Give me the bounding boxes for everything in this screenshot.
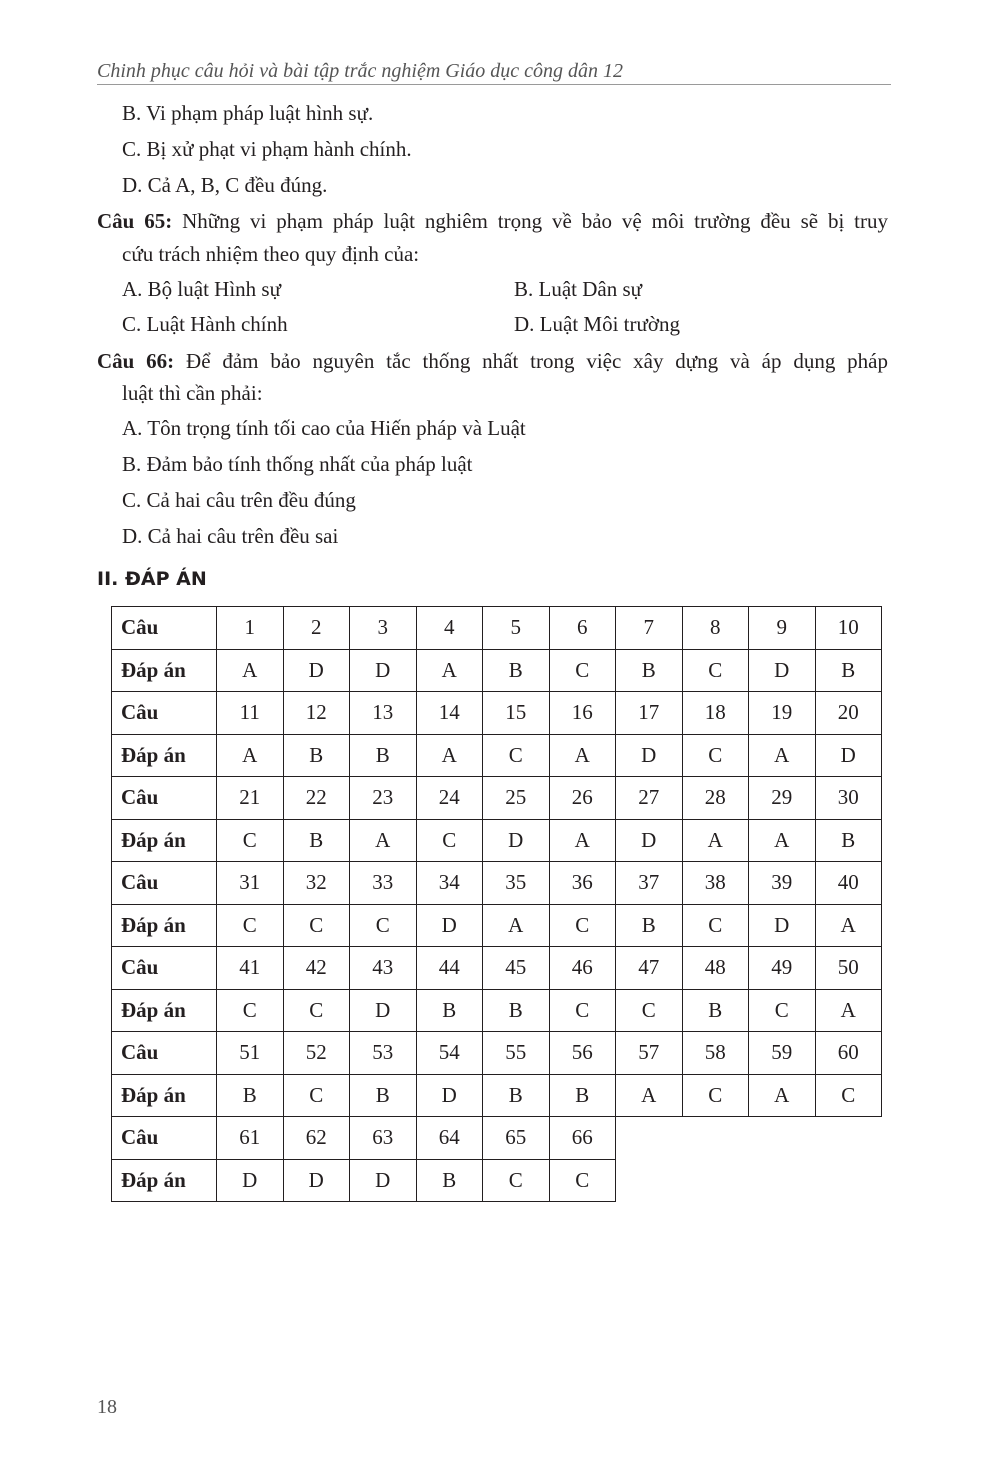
row-label: Đáp án bbox=[112, 1074, 217, 1117]
answer-row bbox=[112, 734, 882, 777]
empty-cell bbox=[616, 1159, 683, 1202]
question-row bbox=[112, 862, 882, 905]
question-number-cell: 56 bbox=[549, 1032, 616, 1075]
answer-cell: A bbox=[416, 734, 483, 777]
header-rule bbox=[97, 84, 891, 85]
question-number-cell: 44 bbox=[416, 947, 483, 990]
answer-cell: C bbox=[350, 904, 417, 947]
question-row bbox=[112, 777, 882, 820]
question-row bbox=[112, 1117, 882, 1160]
question-number-cell: 6 bbox=[549, 607, 616, 650]
answer-cell: D bbox=[350, 989, 417, 1032]
question-number-cell: 16 bbox=[549, 692, 616, 735]
question-number-cell: 31 bbox=[217, 862, 284, 905]
empty-cell bbox=[749, 1117, 816, 1160]
answer-cell: A bbox=[749, 1074, 816, 1117]
row-label: Đáp án bbox=[112, 904, 217, 947]
answer-cell: B bbox=[549, 1074, 616, 1117]
question-number-cell: 15 bbox=[483, 692, 550, 735]
answer-cell: D bbox=[350, 1159, 417, 1202]
question-number-cell: 52 bbox=[283, 1032, 350, 1075]
question-number-cell: 53 bbox=[350, 1032, 417, 1075]
answer-cell: C bbox=[283, 904, 350, 947]
answer-cell: B bbox=[350, 1074, 417, 1117]
answer-cell: A bbox=[749, 734, 816, 777]
row-label: Đáp án bbox=[112, 1159, 217, 1202]
answer-cell: D bbox=[283, 649, 350, 692]
answer-cell: B bbox=[815, 649, 882, 692]
answer-cell: D bbox=[350, 649, 417, 692]
prev-option-d: D. Cả A, B, C đều đúng. bbox=[122, 173, 328, 197]
running-header: Chinh phục câu hỏi và bài tập trắc nghiệm Giáo dục công dân 12 bbox=[97, 60, 624, 82]
question-row bbox=[112, 607, 882, 650]
answer-cell: B bbox=[616, 649, 683, 692]
question-number-cell: 32 bbox=[283, 862, 350, 905]
question-number-cell: 19 bbox=[749, 692, 816, 735]
question-number-cell: 41 bbox=[217, 947, 284, 990]
answer-cell: C bbox=[549, 904, 616, 947]
question-number-cell: 8 bbox=[682, 607, 749, 650]
question-number-cell: 34 bbox=[416, 862, 483, 905]
question-number-cell: 30 bbox=[815, 777, 882, 820]
row-label: Câu bbox=[112, 692, 217, 735]
answer-cell: C bbox=[549, 649, 616, 692]
answer-row bbox=[112, 1074, 882, 1117]
row-label: Câu bbox=[112, 947, 217, 990]
answer-cell: C bbox=[549, 1159, 616, 1202]
question-number-cell: 47 bbox=[616, 947, 683, 990]
question-number-cell: 3 bbox=[350, 607, 417, 650]
question-65-stem bbox=[97, 208, 888, 234]
question-number-cell: 48 bbox=[682, 947, 749, 990]
answer-cell: C bbox=[682, 1074, 749, 1117]
row-label: Đáp án bbox=[112, 734, 217, 777]
answer-cell: D bbox=[416, 904, 483, 947]
empty-cell bbox=[616, 1117, 683, 1160]
question-number-cell: 22 bbox=[283, 777, 350, 820]
row-label: Câu bbox=[112, 862, 217, 905]
answer-row bbox=[112, 1159, 882, 1202]
question-65-option-c: C. Luật Hành chính bbox=[122, 312, 288, 336]
answer-cell: A bbox=[616, 1074, 683, 1117]
answer-cell: A bbox=[749, 819, 816, 862]
answer-cell: A bbox=[483, 904, 550, 947]
question-number-cell: 26 bbox=[549, 777, 616, 820]
question-number-cell: 21 bbox=[217, 777, 284, 820]
question-65-option-b: B. Luật Dân sự bbox=[514, 277, 643, 301]
answer-cell: C bbox=[283, 989, 350, 1032]
answer-cell: B bbox=[483, 989, 550, 1032]
answer-cell: C bbox=[749, 989, 816, 1032]
row-label: Câu bbox=[112, 777, 217, 820]
answer-cell: C bbox=[616, 989, 683, 1032]
question-66-option-a: A. Tôn trọng tính tối cao của Hiến pháp và Luật bbox=[122, 416, 526, 440]
question-number-cell: 36 bbox=[549, 862, 616, 905]
question-number-cell: 64 bbox=[416, 1117, 483, 1160]
question-66-stem bbox=[97, 348, 888, 374]
answer-cell: B bbox=[416, 1159, 483, 1202]
question-number-cell: 42 bbox=[283, 947, 350, 990]
question-number-cell: 25 bbox=[483, 777, 550, 820]
question-number-cell: 28 bbox=[682, 777, 749, 820]
question-number-cell: 7 bbox=[616, 607, 683, 650]
question-66-label: Câu 66: bbox=[97, 349, 175, 373]
answer-cell: D bbox=[217, 1159, 284, 1202]
answer-cell: D bbox=[616, 819, 683, 862]
question-row bbox=[112, 947, 882, 990]
question-65-text: Những vi phạm pháp luật nghiêm trọng về bảo vệ môi trường đều sẽ bị truy bbox=[172, 209, 888, 233]
question-66-text: Để đảm bảo nguyên tắc thống nhất trong việc xây dựng và áp dụng pháp bbox=[174, 349, 889, 373]
question-number-cell: 43 bbox=[350, 947, 417, 990]
question-number-cell: 55 bbox=[483, 1032, 550, 1075]
question-66-option-d: D. Cả hai câu trên đều sai bbox=[122, 524, 339, 548]
empty-cell bbox=[815, 1117, 882, 1160]
answer-cell: A bbox=[549, 734, 616, 777]
answer-cell: B bbox=[616, 904, 683, 947]
answer-cell: B bbox=[483, 649, 550, 692]
question-65-label: Câu 65: bbox=[97, 209, 173, 233]
row-label: Câu bbox=[112, 1032, 217, 1075]
answer-cell: D bbox=[749, 904, 816, 947]
empty-cell bbox=[815, 1159, 882, 1202]
row-label: Đáp án bbox=[112, 649, 217, 692]
answer-cell: B bbox=[416, 989, 483, 1032]
question-number-cell: 27 bbox=[616, 777, 683, 820]
answer-cell: D bbox=[616, 734, 683, 777]
answer-cell: B bbox=[217, 1074, 284, 1117]
question-number-cell: 33 bbox=[350, 862, 417, 905]
answer-cell: A bbox=[217, 734, 284, 777]
question-number-cell: 35 bbox=[483, 862, 550, 905]
question-number-cell: 57 bbox=[616, 1032, 683, 1075]
answer-cell: A bbox=[815, 904, 882, 947]
question-number-cell: 2 bbox=[283, 607, 350, 650]
question-row bbox=[112, 692, 882, 735]
empty-cell bbox=[682, 1159, 749, 1202]
question-number-cell: 59 bbox=[749, 1032, 816, 1075]
question-number-cell: 10 bbox=[815, 607, 882, 650]
question-number-cell: 62 bbox=[283, 1117, 350, 1160]
answer-row bbox=[112, 904, 882, 947]
answer-cell: B bbox=[350, 734, 417, 777]
prev-option-c: C. Bị xử phạt vi phạm hành chính. bbox=[122, 137, 412, 161]
question-number-cell: 40 bbox=[815, 862, 882, 905]
question-66-option-b: B. Đảm bảo tính thống nhất của pháp luật bbox=[122, 452, 473, 476]
answer-row bbox=[112, 649, 882, 692]
question-number-cell: 39 bbox=[749, 862, 816, 905]
question-number-cell: 37 bbox=[616, 862, 683, 905]
answer-cell: C bbox=[682, 904, 749, 947]
answer-cell: D bbox=[815, 734, 882, 777]
row-label: Đáp án bbox=[112, 989, 217, 1032]
question-66-option-c: C. Cả hai câu trên đều đúng bbox=[122, 488, 356, 512]
prev-option-b: B. Vi phạm pháp luật hình sự. bbox=[122, 101, 374, 125]
question-65-option-a: A. Bộ luật Hình sự bbox=[122, 277, 281, 301]
answer-cell: A bbox=[350, 819, 417, 862]
question-number-cell: 20 bbox=[815, 692, 882, 735]
answer-cell: A bbox=[217, 649, 284, 692]
question-number-cell: 46 bbox=[549, 947, 616, 990]
question-number-cell: 51 bbox=[217, 1032, 284, 1075]
answer-cell: C bbox=[682, 649, 749, 692]
answer-cell: D bbox=[416, 1074, 483, 1117]
answer-cell: B bbox=[483, 1074, 550, 1117]
answer-cell: A bbox=[549, 819, 616, 862]
question-number-cell: 9 bbox=[749, 607, 816, 650]
answer-cell: B bbox=[815, 819, 882, 862]
answer-cell: C bbox=[483, 734, 550, 777]
question-number-cell: 29 bbox=[749, 777, 816, 820]
page-number: 18 bbox=[97, 1396, 117, 1418]
question-number-cell: 1 bbox=[217, 607, 284, 650]
answer-row bbox=[112, 989, 882, 1032]
question-number-cell: 58 bbox=[682, 1032, 749, 1075]
answer-table bbox=[111, 606, 882, 1202]
answer-cell: C bbox=[549, 989, 616, 1032]
answer-cell: C bbox=[217, 904, 284, 947]
answer-cell: C bbox=[416, 819, 483, 862]
answer-cell: C bbox=[283, 1074, 350, 1117]
question-number-cell: 54 bbox=[416, 1032, 483, 1075]
question-number-cell: 50 bbox=[815, 947, 882, 990]
question-number-cell: 4 bbox=[416, 607, 483, 650]
question-65-option-d: D. Luật Môi trường bbox=[514, 312, 680, 336]
question-number-cell: 14 bbox=[416, 692, 483, 735]
question-65-text-cont: cứu trách nhiệm theo quy định của: bbox=[122, 242, 420, 266]
empty-cell bbox=[749, 1159, 816, 1202]
question-number-cell: 5 bbox=[483, 607, 550, 650]
answer-cell: A bbox=[682, 819, 749, 862]
question-number-cell: 66 bbox=[549, 1117, 616, 1160]
question-number-cell: 23 bbox=[350, 777, 417, 820]
row-label: Câu bbox=[112, 607, 217, 650]
question-number-cell: 61 bbox=[217, 1117, 284, 1160]
question-number-cell: 11 bbox=[217, 692, 284, 735]
question-number-cell: 60 bbox=[815, 1032, 882, 1075]
answer-cell: C bbox=[682, 734, 749, 777]
question-number-cell: 65 bbox=[483, 1117, 550, 1160]
question-number-cell: 12 bbox=[283, 692, 350, 735]
section-title: II. ĐÁP ÁN bbox=[97, 568, 207, 590]
answer-cell: A bbox=[416, 649, 483, 692]
answer-cell: D bbox=[483, 819, 550, 862]
answer-cell: D bbox=[749, 649, 816, 692]
question-number-cell: 49 bbox=[749, 947, 816, 990]
row-label: Đáp án bbox=[112, 819, 217, 862]
answer-cell: C bbox=[815, 1074, 882, 1117]
question-number-cell: 13 bbox=[350, 692, 417, 735]
answer-row bbox=[112, 819, 882, 862]
answer-cell: B bbox=[283, 734, 350, 777]
answer-cell: B bbox=[283, 819, 350, 862]
answer-cell: C bbox=[217, 819, 284, 862]
question-row bbox=[112, 1032, 882, 1075]
answer-cell: A bbox=[815, 989, 882, 1032]
row-label: Câu bbox=[112, 1117, 217, 1160]
question-number-cell: 18 bbox=[682, 692, 749, 735]
question-number-cell: 24 bbox=[416, 777, 483, 820]
answer-cell: C bbox=[483, 1159, 550, 1202]
answer-cell: B bbox=[682, 989, 749, 1032]
question-66-text-cont: luật thì cần phải: bbox=[122, 381, 263, 405]
answer-cell: D bbox=[283, 1159, 350, 1202]
question-number-cell: 45 bbox=[483, 947, 550, 990]
question-number-cell: 38 bbox=[682, 862, 749, 905]
question-number-cell: 17 bbox=[616, 692, 683, 735]
question-number-cell: 63 bbox=[350, 1117, 417, 1160]
answer-cell: C bbox=[217, 989, 284, 1032]
empty-cell bbox=[682, 1117, 749, 1160]
